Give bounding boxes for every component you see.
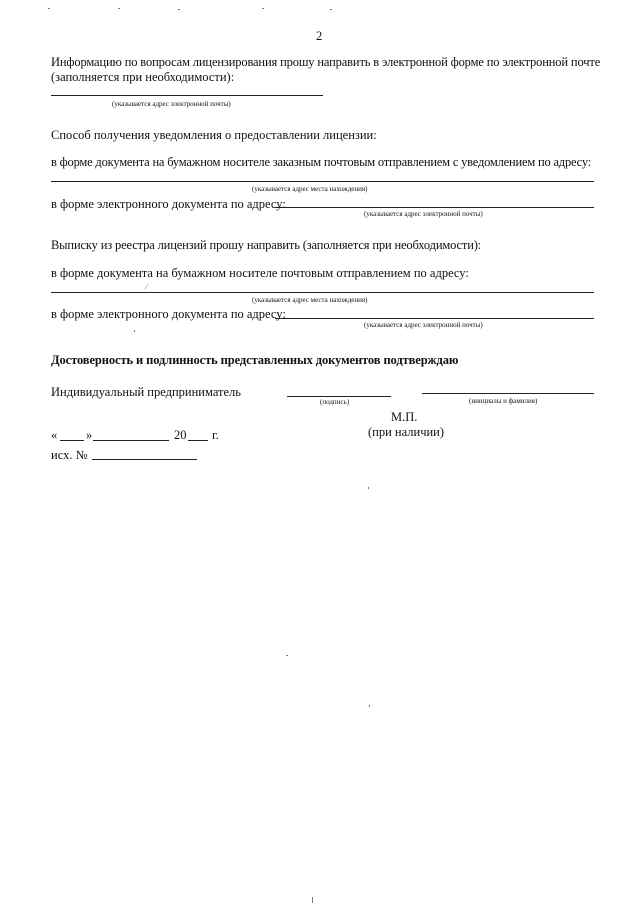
scan-speck (178, 9, 180, 10)
scan-speck (330, 9, 332, 10)
date-year-line[interactable] (188, 440, 208, 441)
scan-speck (312, 897, 313, 903)
notification-title: Способ получения уведомления о предоставлении лицензии: (51, 128, 377, 142)
page-number: 2 (316, 29, 323, 43)
extract-title: Выписку из реестра лицензий прошу направить (заполняется при необходимости): (51, 238, 482, 252)
email-caption: (указывается адрес электронной почты) (112, 100, 231, 108)
notification-paper-caption: (указывается адрес места нахождения) (252, 185, 368, 193)
notification-electronic-address-line[interactable] (275, 207, 594, 208)
scan-speck (262, 8, 264, 9)
extract-paper-option: в форме документа на бумажном носителе почтовым отправлением по адресу: (51, 266, 469, 280)
scan-speck (118, 8, 120, 9)
extract-electronic-address-line[interactable] (275, 318, 594, 319)
scan-speck (48, 8, 50, 9)
signer-role: Индивидуальный предприниматель (51, 385, 241, 399)
notification-electronic-option: в форме электронного документа по адресу: (51, 197, 286, 211)
email-input-line[interactable] (51, 95, 323, 96)
date-year-prefix: 20 (174, 428, 187, 442)
outgoing-number-line[interactable] (92, 459, 197, 460)
notification-paper-address-line[interactable] (51, 181, 594, 182)
signature-line[interactable] (287, 396, 391, 397)
notification-paper-option: в форме документа на бумажном носителе заказным почтовым отправлением с уведомлением по адресу: (51, 155, 592, 169)
date-day-line[interactable] (60, 440, 84, 441)
scan-speck (369, 705, 370, 707)
name-caption: (инициалы и фамилия) (469, 397, 538, 405)
outgoing-number-label: исх. № (51, 448, 88, 462)
stamp-note: (при наличии) (368, 425, 445, 439)
scan-speck (368, 487, 369, 489)
date-month-line[interactable] (93, 440, 169, 441)
licensing-info-note: (заполняется при необходимости): (51, 70, 235, 84)
name-line[interactable] (422, 393, 594, 394)
signature-caption: (подпись) (320, 398, 350, 406)
extract-electronic-caption: (указывается адрес электронной почты) (364, 321, 483, 329)
notification-electronic-caption: (указывается адрес электронной почты) (364, 210, 483, 218)
extract-paper-caption: (указывается адрес места нахождения) (252, 296, 368, 304)
stamp-label: М.П. (391, 410, 418, 424)
scan-speck (286, 655, 288, 656)
pen-mark: ⁄ (146, 282, 148, 291)
date-close-quote: » (86, 428, 93, 442)
licensing-info-intro: Информацию по вопросам лицензирования прошу направить в электронной форме по электронной почте (51, 55, 601, 69)
extract-electronic-option: в форме электронного документа по адресу: (51, 307, 286, 321)
date-year-suffix: г. (212, 428, 219, 442)
extract-paper-address-line[interactable] (51, 292, 594, 293)
confirmation-statement: Достоверность и подлинность представленных документов подтверждаю (51, 353, 459, 367)
scan-speck (134, 330, 135, 332)
date-open-quote: « (51, 428, 58, 442)
